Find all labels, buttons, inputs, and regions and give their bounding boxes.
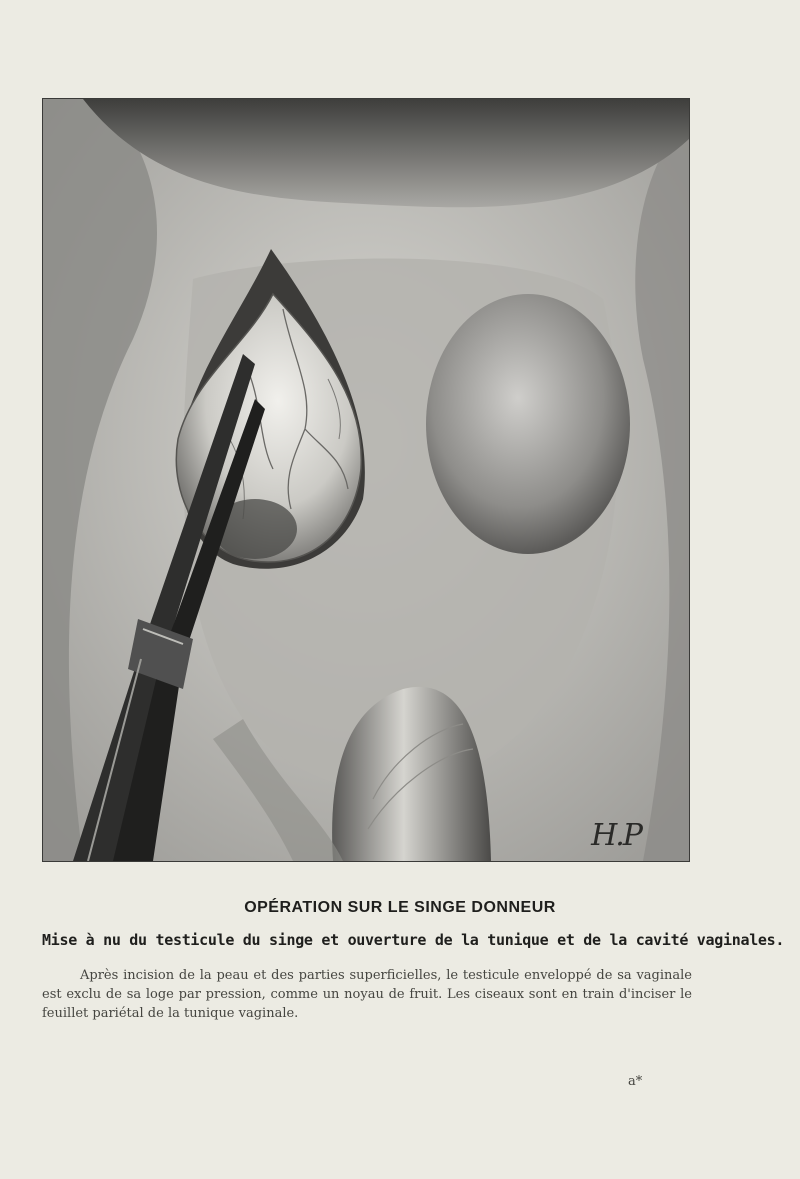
artist-signature: H.P: [591, 818, 641, 853]
caption-title: OPÉRATION SUR LE SINGE DONNEUR: [244, 899, 556, 916]
sheet-mark: a*: [628, 1074, 643, 1089]
caption-body: Après incision de la peau et des parties superficielles, le testicule enveloppé de sa vaginale est exclu de sa loge par pression, comme un noyau de fruit. Les ciseaux sont en train d'inciser le feuillet pariétal de la tunique vaginale.: [42, 968, 692, 1021]
caption-subtitle: Mise à nu du testicule du singe et ouverture de la tunique et de la cavité vaginales.: [42, 931, 785, 949]
surgical-drawing: [43, 99, 689, 861]
illustration-plate: [42, 98, 690, 862]
